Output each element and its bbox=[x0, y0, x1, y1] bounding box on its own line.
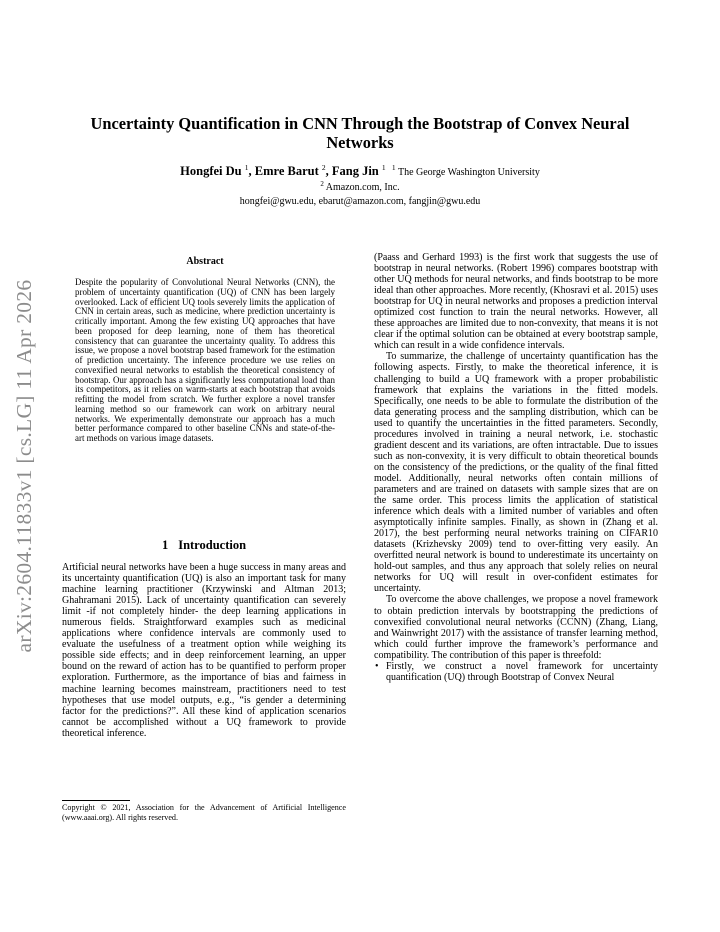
right-column bbox=[374, 252, 658, 683]
section-title: Introduction bbox=[178, 538, 247, 552]
list-item bbox=[374, 661, 658, 683]
paragraph: To summarize, the challenge of uncertainty quantification has the following aspects. Firstly, to make the theoretical inference, it is challenging to build a UQ framework with a proper probabilistic framework that explains the variations in the fitted models. Specifically, one needs to be able to formulate the distribution of the data generating process and the sampling distribution, which can be used to quantify the uncertainties in the fitted parameters. Secondly, procedures involved in training a neural network, i.e. stochastic gradient descent and its variations, are often intractable. Due to issues such as non-convexity, it is very difficult to obtain theoretical bounds on the consistency of the predictions, or the quality of the final fitted model. Additionally, neural networks often contain millions of parameters and are trained on datasets with sample sizes that are on the same order. This process limits the application of statistical inference which deals with a limited number of variables and often asymptotically infinite samples. Finally, as shown in (Zhang et al. 2017), the best performing neural networks training on CIFAR10 datasets (Krizhevsky 2009) tend to over-fitting very easily. An overfitted neural network is bound to underestimate its uncertainty on hold-out samples, and thus any approach that solely relies on neural networks for UQ will result in over-confident estimates for uncertainty. bbox=[374, 351, 658, 595]
abstract-text: Despite the popularity of Convolutional Neural Networks (CNN), the problem of uncertainty quantification (UQ) of CNN has been largely overlooked. Lack of efficient UQ tools severely limits the application of CNN in certain areas, such as medicine, where prediction uncertainty is critically important. Among the few existing UQ approaches that have been proposed for deep learning, none of them has theoretical consistency that can guarantee the uncertainty quality. To address this issue, we propose a novel bootstrap based framework for the estimation of prediction uncertainty. The inference procedure we use relies on convexified neural networks to establish the theoretical consistency of bootstrap. Our approach has a significantly less computational load than its competitors, as it relies on warm-starts at each bootstrap that avoids refitting the model from scratch. We further explore a novel transfer learning method so our framework can work on arbitrary neural networks. We experimentally demonstrate our approach has a much better performance compared to other baseline CNNs and state-of-the-art methods on various image datasets. bbox=[75, 277, 335, 443]
affiliation-2: $^2$ Amazon.com, Inc. bbox=[320, 180, 400, 193]
paragraph: Artificial neural networks have been a huge success in many areas and its uncertainty quantification (UQ) is also an important task for many machine learning practitioner (Krzywinski and Altman 2013; Ghahramani 2015). Lack of uncertainty quantification can severely limit -if not completely hinder- the deep learning applications in numerous fields. Straightforward examples such as medicinal applications where confidence intervals are commonly used to evaluate the usefulness of a treatment option while weighing its possible side effects; and in deep reinforcement learning, an upper bound on the reward of action has to be quantified to perform proper exploration. Furthermore, as the importance of bias and fairness in machine learning becomes mainstream, practitioners need to test hypotheses that use model outputs, e.g., “is gender a determining factor for the predictions?”. All these kind of application scenarios cannot be accomplished without a UQ framework to provide theoretical inference. bbox=[62, 562, 346, 739]
arxiv-identifier: arXiv:2604.11833v1 [cs.LG] 11 Apr 2026 bbox=[12, 279, 36, 653]
paper-title: Uncertainty Quantification in CNN Through the Bootstrap of Convex Neural Networks bbox=[90, 114, 630, 152]
contribution-list bbox=[374, 661, 658, 683]
author-emails: hongfei@gwu.edu, ebarut@amazon.com, fangjin@gwu.edu bbox=[239, 196, 481, 207]
abstract-heading: Abstract bbox=[186, 256, 224, 267]
author-name: Fang Jin bbox=[331, 164, 379, 178]
affiliation-1: $^1$ The George Washington University bbox=[391, 163, 540, 178]
list-item-text: Firstly, we construct a novel framework for uncertainty quantification (UQ) through Bootstrap of Convex Neural bbox=[386, 660, 658, 683]
paragraph: (Paass and Gerhard 1993) is the first work that suggests the use of bootstrap in neural networks. (Robert 1996) compares bootstrap with other UQ methods for neural networks, and finds bootstrap to be more ideal than other approaches. More recently, (Khosravi et al. 2015) uses bootstrap for UQ in neural networks and proposes a prediction interval optimized cost function to train the neural networks. However, all these approaches are limited due to non-convexity, that means it is not clear if the optimal solution can be obtained at every bootstrap sample, which can result in a wide confidence intervals. bbox=[374, 252, 658, 352]
section-heading-introduction bbox=[62, 538, 346, 553]
bullet-icon: • bbox=[375, 660, 379, 672]
paragraph: To overcome the above challenges, we propose a novel framework to obtain prediction intervals by bootstrapping the predictions of convexified convolutional neural networks (CCNN) (Zhang, Liang, and Wainwright 2017) with the assistance of transfer learning method, which could further improve the framework’s performance and compatibility. The contribution of this paper is threefold: bbox=[374, 594, 658, 661]
section-number: 1 bbox=[161, 538, 169, 552]
introduction-body bbox=[62, 562, 346, 739]
author-name: Hongfei Du bbox=[180, 164, 242, 178]
affiliation-marker: 2 bbox=[321, 163, 326, 172]
author-name: Emre Barut bbox=[254, 164, 319, 178]
affiliation-marker: 1 bbox=[244, 163, 249, 172]
affiliation-marker: 1 bbox=[381, 163, 386, 172]
abstract-body bbox=[75, 278, 335, 444]
copyright-footnote: Copyright © 2021, Association for the Advancement of Artificial Intelligence (www.aaai.org). All rights reserved. bbox=[62, 803, 346, 822]
footnote-rule bbox=[62, 800, 130, 801]
author-line: Hongfei Du $^1$, Emre Barut $^2$, Fang Jin $^1$ $^1$ The George Washington University bbox=[180, 163, 540, 178]
